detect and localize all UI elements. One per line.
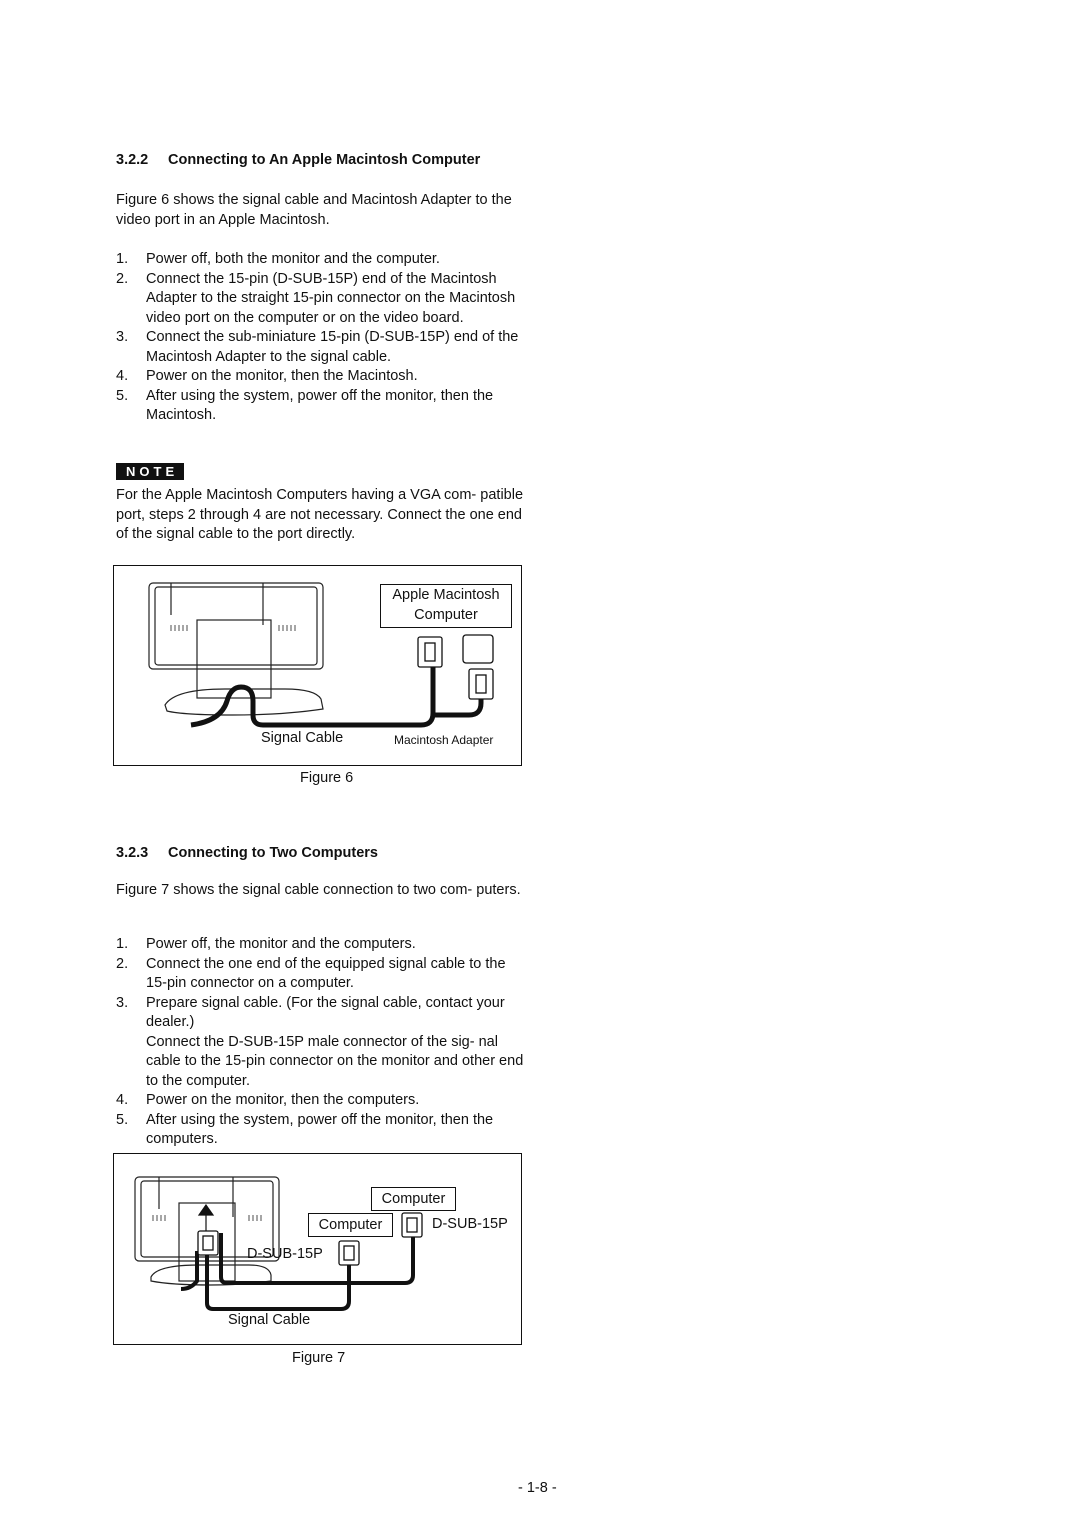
d-sub-15p-label-left: D-SUB-15P	[247, 1246, 323, 1262]
steps-list-3-2-3	[116, 935, 526, 1150]
section-title: Connecting to Two Computers	[168, 845, 378, 861]
list-item: 5. After using the system, power off the monitor, then the Macintosh.	[116, 387, 494, 423]
list-item: 2. Connect the one end of the equipped signal cable to the 15-pin connector on a computer.	[116, 955, 506, 991]
note-text: For the Apple Macintosh Computers having a VGA com- patible port, steps 2 through 4 are not necessary. Connect the one end of the signal cable to the port directly.	[116, 487, 524, 542]
list-item: 3. Prepare signal cable. (For the signal cable, contact your dealer.) Connect the D-SUB-15P male connector of the sig- nal cable to the 15-pin connector on the monitor and other end to the computer.	[116, 994, 524, 1089]
list-item: 3. Connect the sub-miniature 15-pin (D-SUB-15P) end of the Macintosh Adapter to the signal cable.	[116, 329, 519, 365]
list-item: 2. Connect the 15-pin (D-SUB-15P) end of the Macintosh Adapter to the straight 15-pin connector on the Macintosh video port on the computer or on the video board.	[116, 270, 516, 326]
list-item: 5. After using the system, power off the monitor, then the computers.	[116, 1111, 494, 1147]
section-heading-3-2-3	[116, 845, 378, 861]
apple-macintosh-computer-label: Apple Macintosh Computer	[380, 584, 512, 628]
section-heading-3-2-2	[116, 152, 480, 168]
section-number: 3.2.2	[116, 152, 149, 168]
computer-label-bottom: Computer	[308, 1213, 393, 1237]
list-item: 1. Power off, the monitor and the computers.	[116, 936, 416, 952]
computer-label-top: Computer	[371, 1187, 456, 1211]
monitor-icon	[149, 583, 323, 715]
arrow-up-icon	[199, 1205, 213, 1233]
list-item: 1. Power off, both the monitor and the computer.	[116, 251, 440, 267]
section-intro: Figure 7 shows the signal cable connection to two com- puters.	[116, 882, 521, 898]
section-title: Connecting to An Apple Macintosh Computer	[168, 152, 481, 168]
macintosh-adapter-label: Macintosh Adapter	[394, 733, 494, 747]
section-number: 3.2.3	[116, 845, 149, 861]
figure-6-caption: Figure 6	[300, 770, 354, 786]
signal-cable-label: Signal Cable	[261, 730, 344, 746]
note-badge: NOTE	[116, 463, 184, 480]
page-number: - 1-8 -	[518, 1480, 557, 1496]
signal-cable-label: Signal Cable	[228, 1312, 311, 1328]
figure-7-caption: Figure 7	[292, 1350, 346, 1366]
section-intro: Figure 6 shows the signal cable and Macintosh Adapter to the video port in an Apple Macintosh.	[116, 192, 512, 228]
steps-list-3-2-2	[116, 250, 526, 426]
list-item: 4. Power on the monitor, then the computers.	[116, 1092, 420, 1108]
d-sub-connector-icon	[418, 635, 493, 699]
d-sub-15p-label-right: D-SUB-15P	[432, 1216, 508, 1232]
list-item: 4. Power on the monitor, then the Macintosh.	[116, 368, 418, 384]
